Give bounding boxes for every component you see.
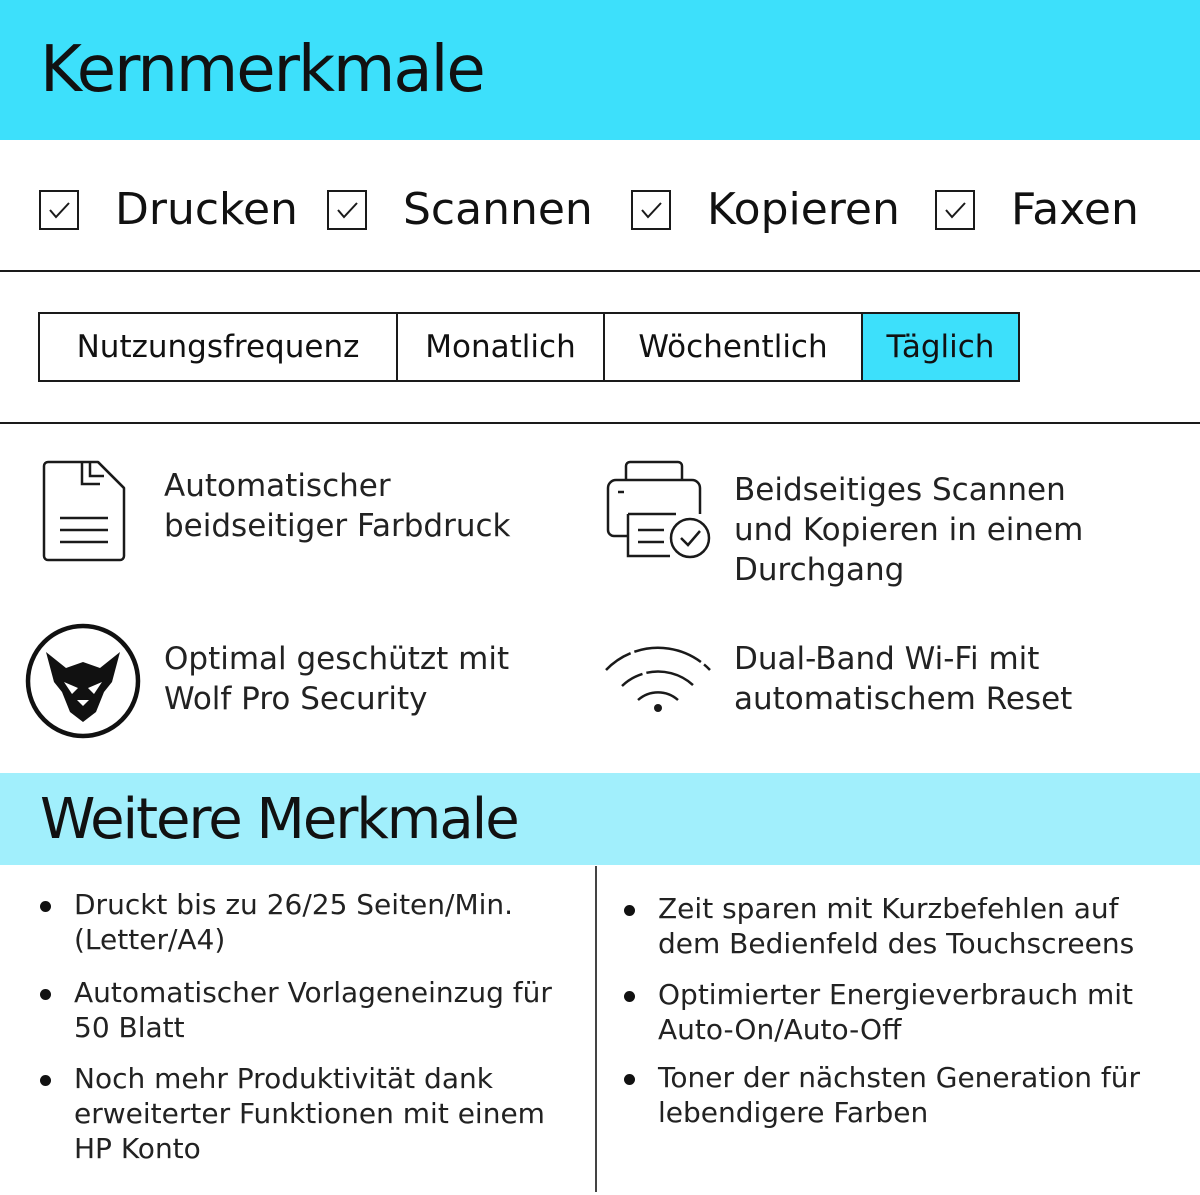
- frequency-option-weekly: Wöchentlich: [605, 314, 863, 380]
- capability-scan: [327, 180, 593, 240]
- feature-text: [164, 639, 509, 719]
- list-item: Druckt bis zu 26/25 Seiten/Min. (Letter/A4): [38, 887, 568, 957]
- capability-copy: [631, 180, 900, 240]
- checkbox-checked-icon: [631, 190, 671, 230]
- wifi-icon: [602, 640, 714, 720]
- wolf-security-icon: [24, 622, 142, 744]
- capability-fax: [935, 180, 1139, 240]
- feature-text: [164, 466, 510, 546]
- list-item: Toner der nächsten Generation für lebendigere Farben: [622, 1060, 1182, 1130]
- feature-line: automatischem Reset: [734, 681, 1073, 717]
- feature-line: Durchgang: [734, 552, 905, 588]
- column-divider: [595, 866, 597, 1192]
- feature-line: Beidseitiges Scannen: [734, 472, 1066, 508]
- list-item: Optimierter Energieverbrauch mit Auto-On/Auto-Off: [622, 977, 1182, 1047]
- feature-line: Wolf Pro Security: [164, 681, 428, 717]
- more-features-right-list: [622, 891, 1182, 1130]
- feature-text: [734, 639, 1072, 719]
- core-features-title: Kernmerkmale: [40, 33, 484, 107]
- capability-label: Kopieren: [707, 184, 900, 235]
- list-item: Noch mehr Produktivität dank erweiterter Funktionen mit einem HP Konto: [38, 1061, 568, 1166]
- printer-check-icon: [604, 458, 714, 567]
- more-features-left-list: [38, 887, 568, 1166]
- feature-line: und Kopieren in einem: [734, 512, 1084, 548]
- usage-frequency-table: [38, 312, 1020, 382]
- capability-label: Faxen: [1011, 184, 1139, 235]
- feature-line: beidseitiger Farbdruck: [164, 508, 511, 544]
- feature-line: Automatischer: [164, 468, 391, 504]
- feature-line: Dual-Band Wi-Fi mit: [734, 641, 1040, 677]
- feature-text: [734, 470, 1083, 590]
- feature-line: Optimal geschützt mit: [164, 641, 510, 677]
- capability-label: Scannen: [403, 184, 593, 235]
- usage-frequency-label: Nutzungsfrequenz: [40, 314, 398, 380]
- list-item: Automatischer Vorlageneinzug für 50 Blatt: [38, 975, 568, 1045]
- checkbox-checked-icon: [327, 190, 367, 230]
- capability-print: [39, 180, 298, 240]
- divider: [0, 422, 1200, 424]
- frequency-option-monthly: Monatlich: [398, 314, 605, 380]
- list-item: Zeit sparen mit Kurzbefehlen auf dem Bedienfeld des Touchscreens: [622, 891, 1182, 961]
- frequency-option-daily-selected: Täglich: [863, 314, 1018, 380]
- capability-label: Drucken: [115, 184, 298, 235]
- more-features-title: Weitere Merkmale: [40, 787, 518, 852]
- document-icon: [40, 458, 130, 567]
- divider: [0, 270, 1200, 272]
- checkbox-checked-icon: [39, 190, 79, 230]
- checkbox-checked-icon: [935, 190, 975, 230]
